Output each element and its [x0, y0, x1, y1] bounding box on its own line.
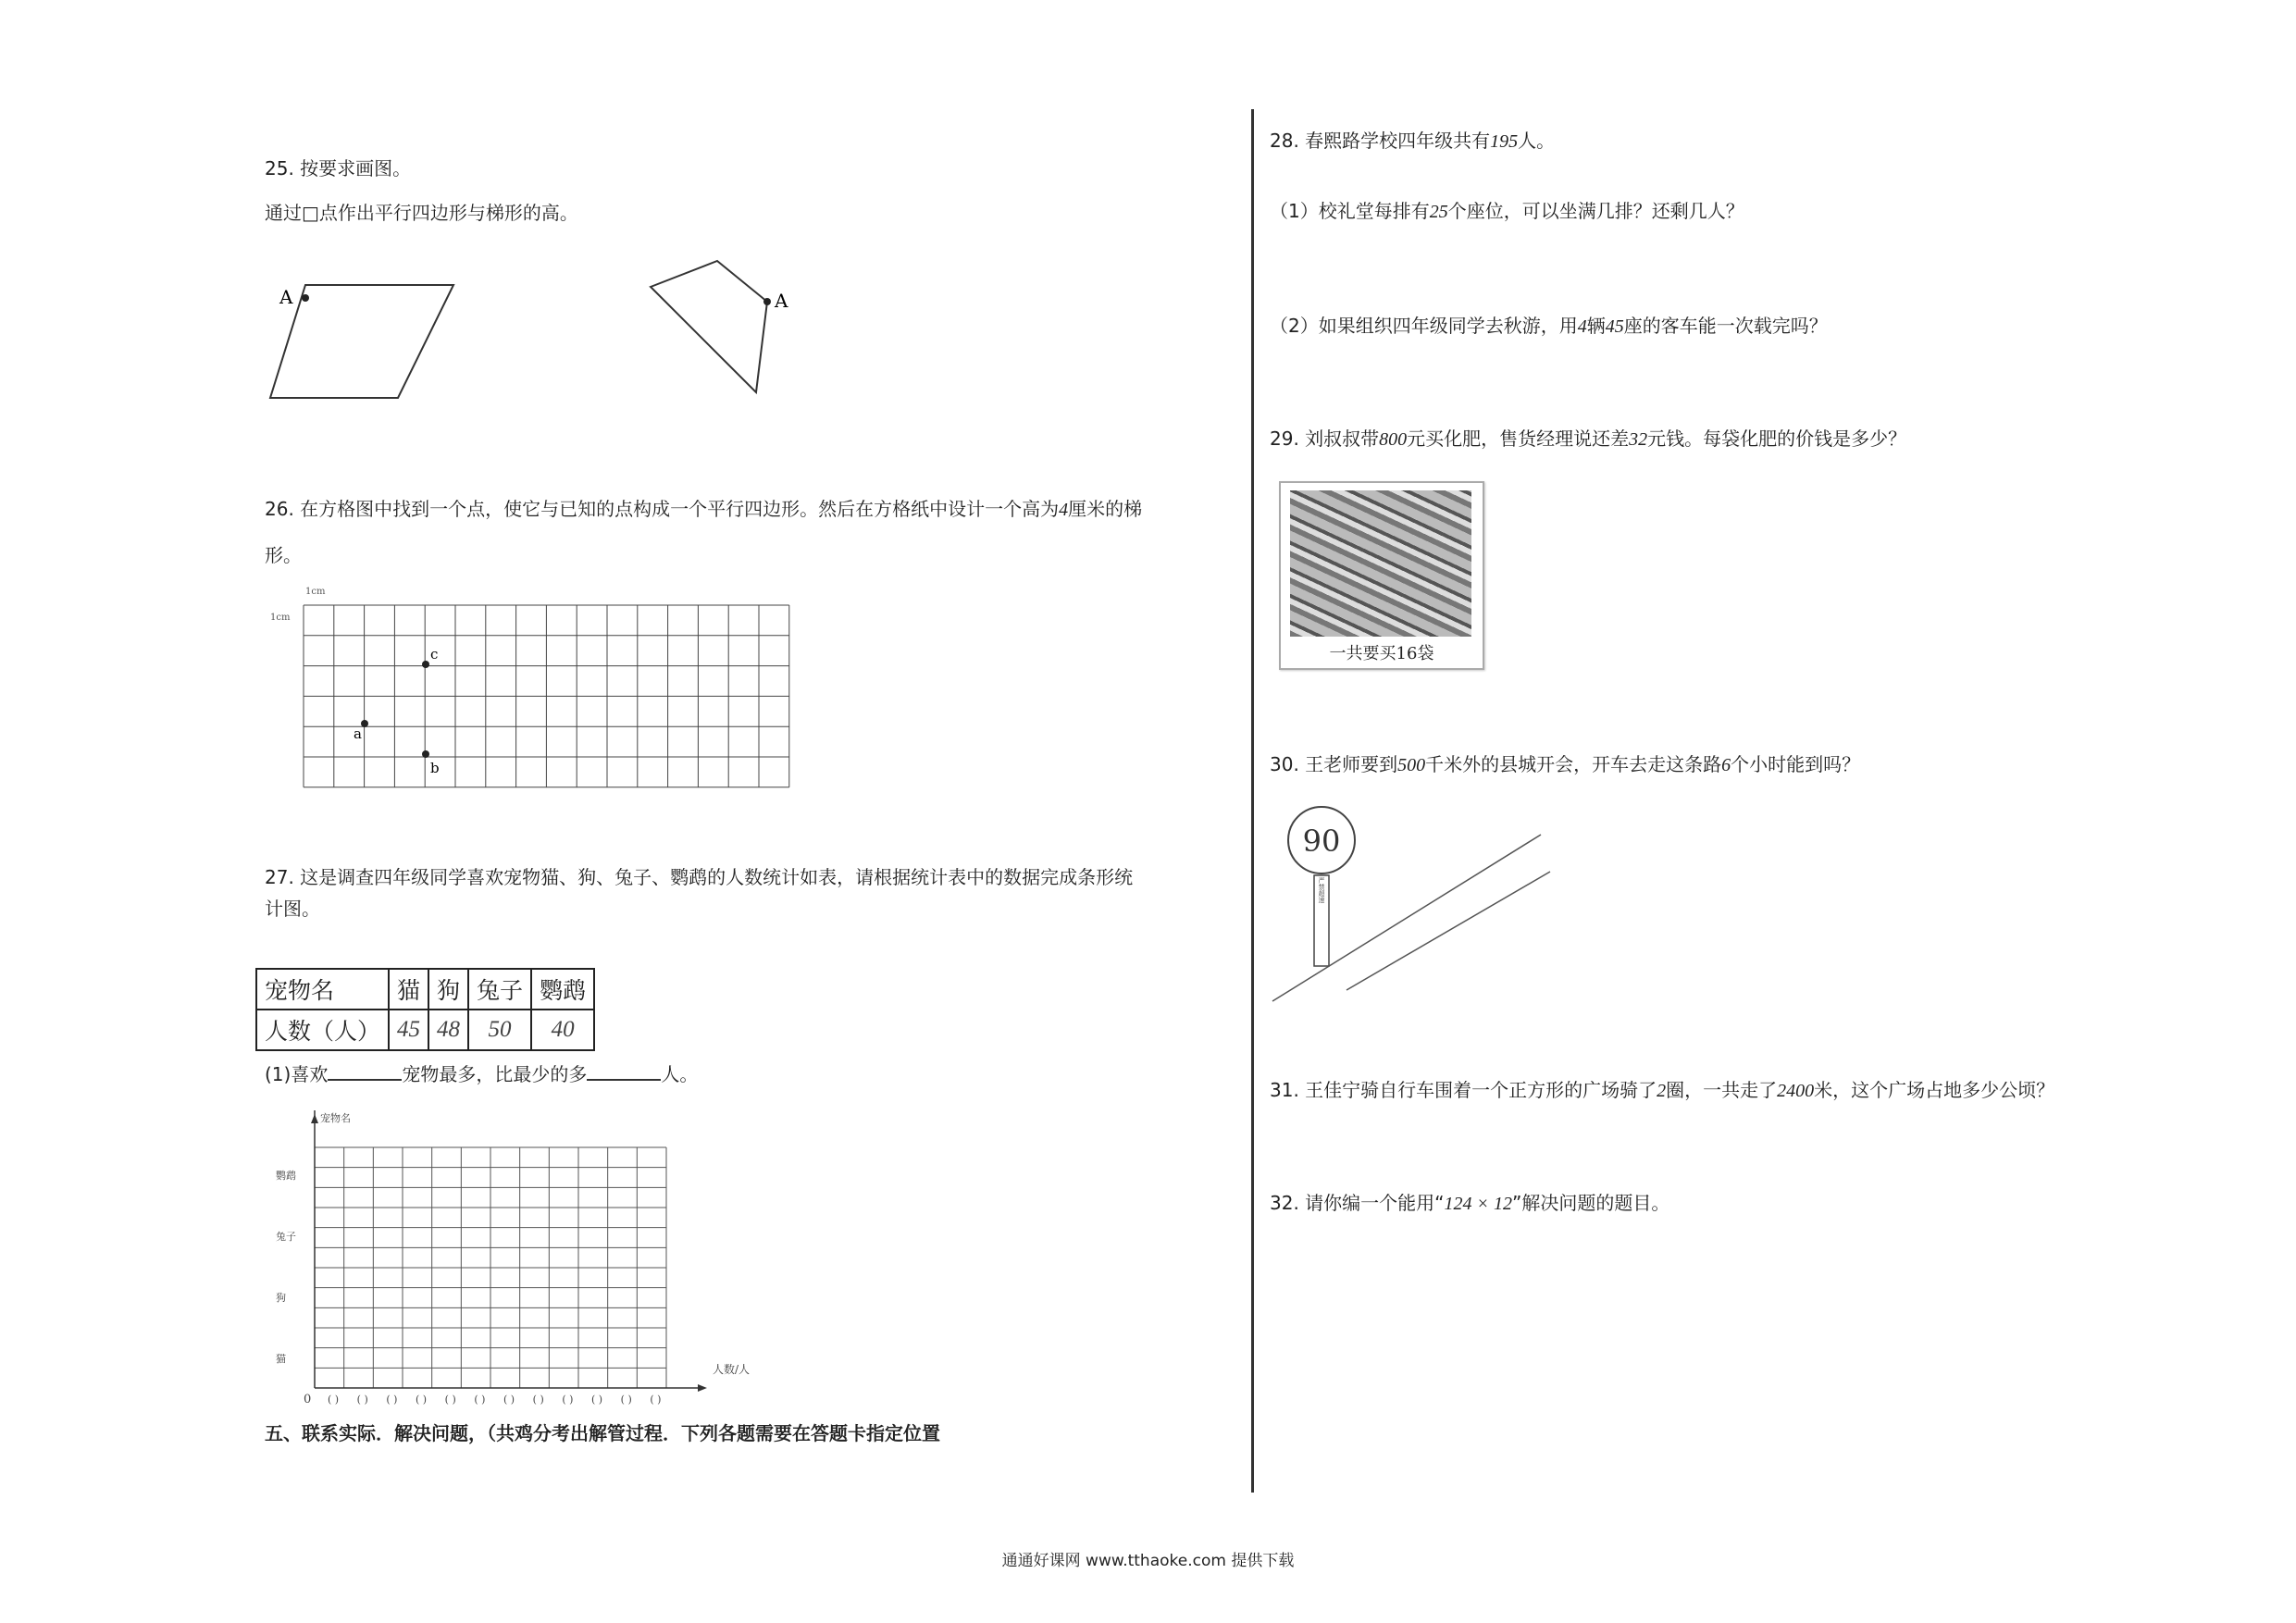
- q26-label-a: a: [354, 725, 362, 742]
- photo-caption: 一共要买16袋: [1329, 644, 1434, 663]
- q26-point-c: [422, 661, 429, 668]
- page-footer: 通通好课网 www.tthaoke.com 提供下载: [1001, 1552, 1295, 1570]
- pet-table-header-cell: 猫: [389, 969, 428, 1010]
- q25-parallelogram-figure: [268, 268, 472, 407]
- pet-table-value-row: [256, 1010, 594, 1050]
- chart-y-title: 宠物名: [320, 1112, 351, 1124]
- chart-category-label: 狗: [276, 1292, 286, 1304]
- q26-label-b: b: [430, 760, 440, 776]
- pet-table-header-cell: 宠物名: [256, 969, 389, 1010]
- pet-table-value-cell: 45: [389, 1010, 428, 1050]
- pet-table-header-cell: 鹦鹉: [531, 969, 594, 1010]
- chart-x-title: 人数/人: [713, 1363, 751, 1376]
- q30-text: 30. 王老师要到500千米外的县城开会，开车去走这条路6个小时能到吗？: [1270, 753, 1861, 775]
- q26-grid-paper: [268, 581, 824, 794]
- sign-post-text: 严禁超速: [1318, 877, 1325, 903]
- pet-table-value-cell: 48: [428, 1010, 468, 1050]
- q26-point-a: [361, 720, 368, 727]
- pet-table-value-cell: 50: [468, 1010, 531, 1050]
- q27-fill-blank: (1)喜欢 宠物最多，比最少的多 人。: [265, 1060, 698, 1087]
- chart-y-arrow: [311, 1114, 318, 1123]
- speed-limit-value: 90: [1302, 824, 1341, 859]
- chart-x-tick-blank: ( ): [328, 1394, 340, 1406]
- chart-x-tick-blank: ( ): [356, 1394, 368, 1406]
- chart-x-tick-blank: ( ): [562, 1394, 574, 1406]
- chart-x-tick-blank: ( ): [444, 1394, 456, 1406]
- road-edge-2: [1347, 872, 1550, 990]
- chart-x-tick-blank: ( ): [591, 1394, 603, 1406]
- q27-line2: 计图。: [265, 898, 320, 920]
- q26-unit-left: 1cm: [270, 613, 291, 623]
- chart-category-label: 鹦鹉: [276, 1170, 296, 1182]
- pet-table-value-cell: 40: [531, 1010, 594, 1050]
- blank-pet-answer[interactable]: [328, 1060, 402, 1081]
- chart-category-label: 猫: [276, 1353, 286, 1365]
- chart-x-tick-blank: ( ): [474, 1394, 486, 1406]
- q26-label-c: c: [430, 646, 439, 663]
- chart-x-tick-blank: ( ): [503, 1394, 515, 1406]
- q28-sub1: （1）校礼堂每排有25个座位，可以坐满几排？还剩几人？: [1270, 200, 1744, 222]
- pet-table-row-label: 人数（人）: [256, 1010, 389, 1050]
- q26-unit-top: 1cm: [305, 587, 326, 597]
- pet-table-header-cell: 狗: [428, 969, 468, 1010]
- q28-title: 28. 春熙路学校四年级共有195人。: [1270, 130, 1556, 152]
- chart-x-tick-blank: ( ): [620, 1394, 632, 1406]
- q26-line1: 26. 在方格图中找到一个点，使它与已知的点构成一个平行四边形。然后在方格纸中设计一个高为4厘米的梯: [265, 498, 1143, 520]
- q32-text: 32. 请你编一个能用“124 × 12”解决问题的题目。: [1270, 1192, 1670, 1214]
- blank-diff-answer[interactable]: [587, 1060, 661, 1081]
- q25-trapezoid-figure: [643, 259, 828, 398]
- chart-x-tick-blank: ( ): [650, 1394, 662, 1406]
- pet-table-header-row: [256, 969, 594, 1010]
- chart-x-tick-blank: ( ): [416, 1394, 428, 1406]
- pet-table-header-cell: 兔子: [468, 969, 531, 1010]
- q27-bar-chart-blank: [259, 1110, 777, 1406]
- pet-table: [255, 968, 595, 1051]
- chart-x-arrow: [698, 1384, 707, 1392]
- chart-x-tick-blank: ( ): [532, 1394, 544, 1406]
- q28-sub2: （2）如果组织四年级同学去秋游，用4辆45座的客车能一次载完吗？: [1270, 315, 1828, 337]
- q31-text: 31. 王佳宁骑自行车围着一个正方形的广场骑了2圈，一共走了2400米，这个广场占地多少公顷？: [1270, 1079, 2055, 1101]
- q26-point-b: [422, 750, 429, 758]
- chart-x-tick-blank: ( ): [386, 1394, 398, 1406]
- q27-line1: 27. 这是调查四年级同学喜欢宠物猫、狗、兔子、鹦鹉的人数统计如表，请根据统计表中的数据完成条形统: [265, 866, 1134, 888]
- q25-instruction: 通过□点作出平行四边形与梯形的高。: [265, 202, 578, 224]
- q25-point-a2: A: [775, 290, 788, 312]
- q29-text: 29. 刘叔叔带800元买化肥，售货经理说还差32元钱。每袋化肥的价钱是多少？: [1270, 427, 1907, 450]
- chart-category-label: 兔子: [276, 1231, 296, 1243]
- chart-origin: 0: [304, 1393, 312, 1406]
- section-5-heading: 五、联系实际．解决问题，（共鸡分考出解管过程．下列各题需要在答题卡指定位置: [265, 1422, 940, 1444]
- fertilizer-bags-image: [1290, 490, 1471, 637]
- q30-road-sign-figure: [1272, 805, 1559, 1009]
- q26-line2: 形。: [265, 544, 302, 566]
- q25-title: 25. 按要求画图。: [265, 157, 412, 180]
- q25-point-a1: A: [279, 286, 293, 308]
- column-divider: [1251, 109, 1254, 1493]
- fertilizer-photo: [1279, 481, 1484, 670]
